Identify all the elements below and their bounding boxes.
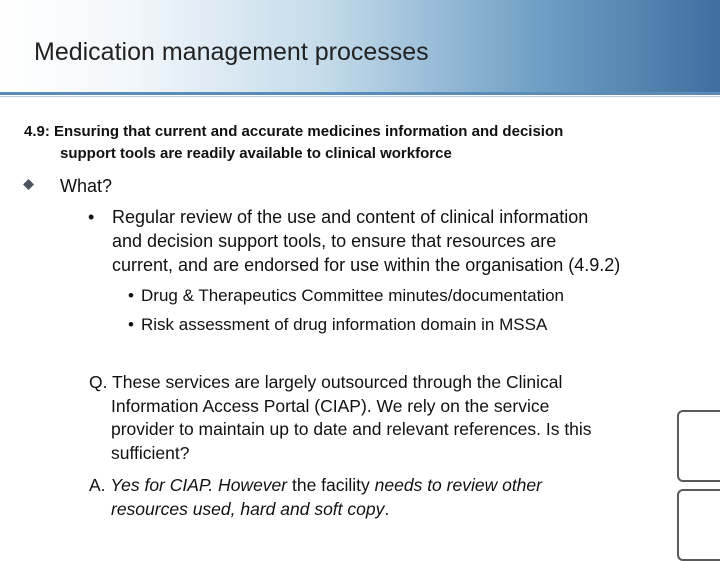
answer-italic-1: Yes for CIAP. However <box>110 475 292 495</box>
answer-block <box>89 474 649 521</box>
review-line-2: and decision support tools, to ensure that resources are <box>112 231 557 251</box>
review-line-1: Regular review of the use and content of clinical information <box>112 207 589 227</box>
sub-bullet-risk <box>128 314 688 336</box>
question-line-1: Q. These services are largely outsourced through the Clinical <box>89 372 563 392</box>
slide-title: Medication management processes <box>34 38 429 66</box>
answer-prefix: A. <box>89 475 111 495</box>
review-bullet <box>88 205 688 277</box>
what-label: What? <box>60 176 113 196</box>
bullet-dot-icon: • <box>88 207 95 227</box>
section-heading-line1: 4.9: Ensuring that current and accurate medicines information and decision <box>24 123 564 140</box>
header-divider <box>0 92 720 95</box>
question-line-3: provider to maintain up to date and relevant references. Is this <box>111 419 592 439</box>
question-block <box>89 371 649 465</box>
answer-line-2-end: . <box>384 498 390 519</box>
answer-italic-2: needs to review other <box>374 475 542 495</box>
header-divider-thin <box>0 96 720 97</box>
answer-plain: the facility <box>291 475 375 495</box>
question-line-2: Information Access Portal (CIAP). We rely on the service <box>111 395 550 416</box>
slide-header <box>0 0 720 92</box>
answer-line-2: resources used, hard and soft copy <box>111 498 385 519</box>
review-line-3: current, and are endorsed for use within the organisation (4.9.2) <box>112 255 621 275</box>
corner-frame-bottom <box>677 489 720 561</box>
sub-bullet-text: Risk assessment of drug information domain in MSSA <box>141 315 548 334</box>
sub-bullet-dtc <box>128 285 688 307</box>
corner-frame-top <box>677 410 720 482</box>
section-heading-line2: support tools are readily available to clinical workforce <box>60 145 452 162</box>
diamond-bullet-icon <box>23 179 34 190</box>
bullet-dot-icon: • <box>128 315 134 334</box>
bullet-dot-icon: • <box>128 286 134 305</box>
question-line-4: sufficient? <box>111 442 190 463</box>
section-heading <box>24 121 684 165</box>
sub-bullet-text: Drug & Therapeutics Committee minutes/documentation <box>141 286 564 305</box>
